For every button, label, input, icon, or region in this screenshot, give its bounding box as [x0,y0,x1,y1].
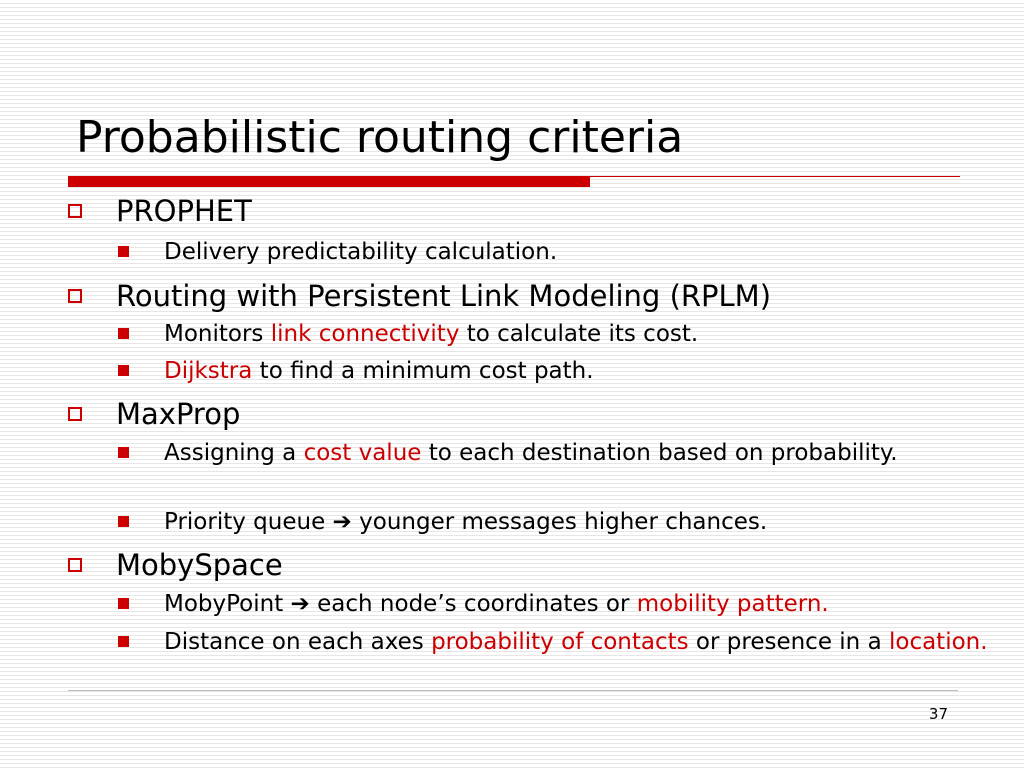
sub-bullet-item [164,237,994,268]
sub-bullet-text: to each destination based on probability. [421,440,898,466]
sub-bullet-item [164,589,994,620]
sub-bullet-text: younger messages higher chances. [351,509,768,535]
filled-square-icon [118,246,129,257]
sub-bullet-text: MobyPoint [164,591,291,617]
hollow-square-icon [68,558,82,572]
bullet-item-prophet [116,193,252,229]
bullet-item-mobyspace [116,547,283,583]
bullet-heading: MaxProp [116,397,241,431]
bullet-heading: PROPHET [116,194,252,228]
bullet-item-rplm [116,278,771,314]
sub-bullet-text: Delivery predictability calculation. [164,239,558,265]
sub-bullet-item [164,438,994,469]
filled-square-icon [118,365,129,376]
sub-bullet-text: Monitors [164,321,271,347]
highlight-text: Dijkstra [164,358,253,384]
bullet-heading: MobySpace [116,548,283,582]
sub-bullet-text: Assigning a [164,440,304,466]
filled-square-icon [118,516,129,527]
slide-title: Probabilistic routing criteria [76,112,684,163]
sub-bullet-text: Priority queue [164,509,333,535]
sub-bullet-text: to calculate its cost. [459,321,699,347]
right-arrow-icon: ➔ [290,591,310,617]
right-arrow-icon: ➔ [332,509,352,535]
sub-bullet-text: each node’s coordinates or [309,591,637,617]
sub-bullet-text: to find a minimum cost path. [252,358,594,384]
page-number: 37 [928,705,948,723]
highlight-text: probability of contacts [431,629,689,655]
bullet-item-maxprop [116,396,240,432]
hollow-square-icon [68,289,82,303]
sub-bullet-text: Distance on each axes [164,629,432,655]
sub-bullet-item [164,319,994,350]
highlight-text: cost value [303,440,422,466]
highlight-text: link connectivity [270,321,460,347]
sub-bullet-item [164,356,994,387]
filled-square-icon [118,636,129,647]
filled-square-icon [118,447,129,458]
hollow-square-icon [68,407,82,421]
highlight-text: location. [888,629,988,655]
footer-rule [68,690,958,691]
sub-bullet-text: or presence in a [688,629,889,655]
sub-bullet-item [164,507,994,538]
bullet-heading: Routing with Persistent Link Modeling (RPLM) [116,279,772,313]
highlight-text: mobility pattern. [636,591,829,617]
hollow-square-icon [68,204,82,218]
filled-square-icon [118,598,129,609]
sub-bullet-item [164,627,994,658]
filled-square-icon [118,328,129,339]
